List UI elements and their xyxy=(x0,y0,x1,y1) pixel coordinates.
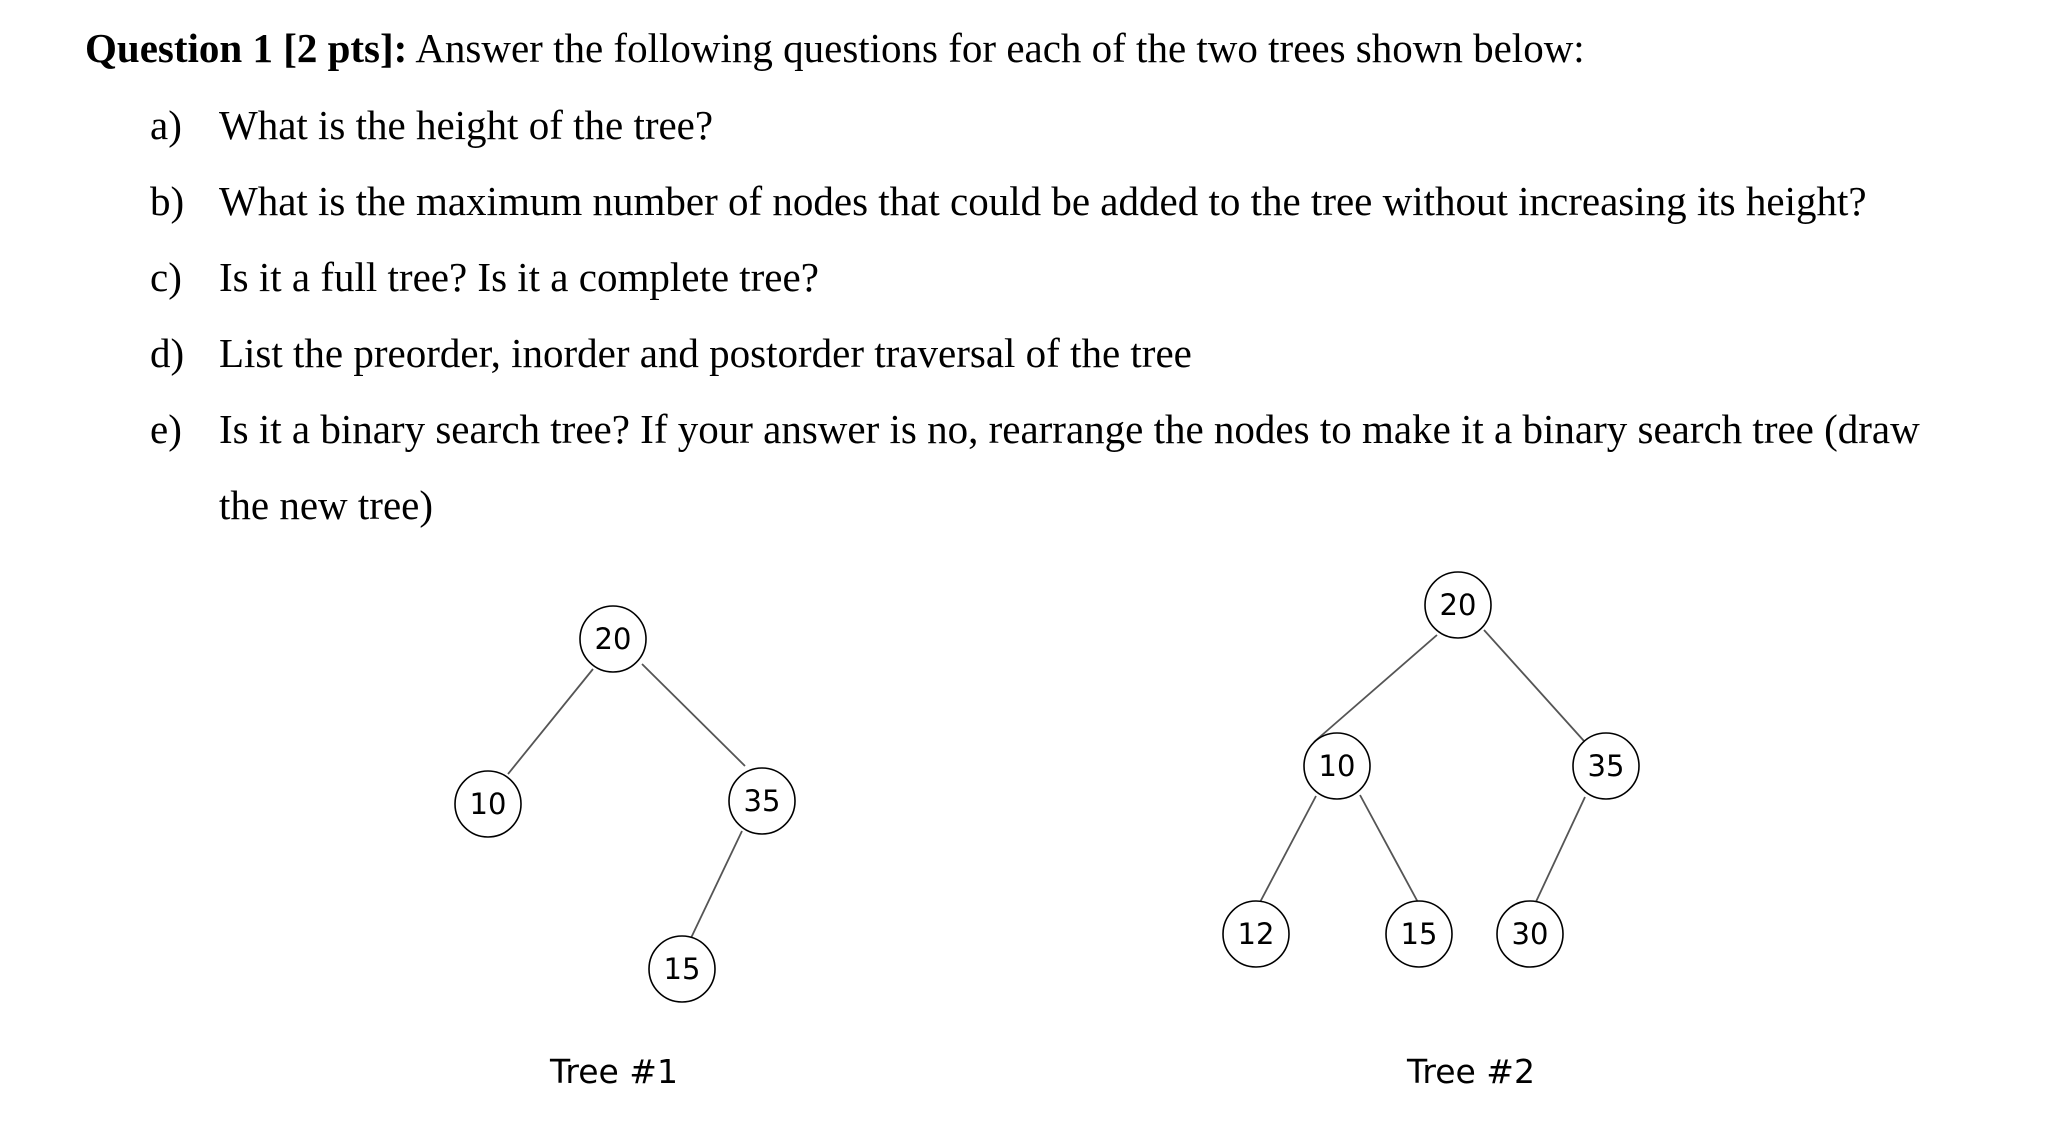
tree-2-edge-35-30 xyxy=(1534,797,1585,906)
tree-2-node-10 xyxy=(1304,733,1370,799)
tree-2-node-30 xyxy=(1497,901,1563,967)
tree-1-node-35 xyxy=(729,768,795,834)
item-text: Is it a binary search tree? If your answer is no, rearrange the nodes to make it a binary search tree (draw xyxy=(219,406,1920,452)
tree-2-edge-10-12 xyxy=(1258,796,1316,906)
node-label: 20 xyxy=(594,622,632,656)
node-label: 10 xyxy=(469,787,507,821)
tree-2 xyxy=(1223,572,1639,1091)
tree-1-edge-35-15 xyxy=(691,831,742,938)
item-letter: d) xyxy=(150,330,185,376)
tree-2-node-35 xyxy=(1573,733,1639,799)
item-text: What is the maximum number of nodes that could be added to the tree without increasing its height? xyxy=(219,178,1867,224)
node-label: 30 xyxy=(1511,917,1549,951)
node-label: 10 xyxy=(1318,749,1356,783)
item-text: List the preorder, inorder and postorder traversal of the tree xyxy=(219,330,1192,376)
item-text: What is the height of the tree? xyxy=(219,102,714,148)
tree-2-node-15 xyxy=(1386,901,1452,967)
question-prompt: Answer the following questions for each of the two trees shown below: xyxy=(407,25,1585,71)
node-label: 15 xyxy=(1400,917,1438,951)
tree-1-node-15 xyxy=(649,936,715,1002)
tree-1-edge-20-10 xyxy=(508,669,593,774)
tree-1-edge-20-35 xyxy=(642,664,745,766)
node-label: 35 xyxy=(1587,749,1625,783)
tree-1-node-20 xyxy=(580,606,646,672)
node-label: 15 xyxy=(663,952,701,986)
tree-1-caption: Tree #1 xyxy=(550,1052,678,1091)
item-text-continuation: the new tree) xyxy=(219,482,433,528)
item-letter: b) xyxy=(150,178,185,224)
item-letter: c) xyxy=(150,254,182,300)
tree-2-caption: Tree #2 xyxy=(1407,1052,1535,1091)
item-letter: e) xyxy=(150,406,182,452)
item-letter: a) xyxy=(150,102,182,148)
tree-2-edge-10-15 xyxy=(1360,795,1420,906)
node-label: 12 xyxy=(1237,917,1275,951)
question-title: Question 1 [2 pts]: xyxy=(85,25,408,71)
tree-2-edge-20-35 xyxy=(1484,630,1584,741)
tree-1 xyxy=(455,606,795,1091)
node-label: 35 xyxy=(743,784,781,818)
tree-2-node-12 xyxy=(1223,901,1289,967)
tree-2-node-20 xyxy=(1425,572,1491,638)
tree-1-node-10 xyxy=(455,771,521,837)
tree-2-edge-20-10 xyxy=(1314,635,1437,742)
item-text: Is it a full tree? Is it a complete tree? xyxy=(219,254,819,300)
node-label: 20 xyxy=(1439,588,1477,622)
